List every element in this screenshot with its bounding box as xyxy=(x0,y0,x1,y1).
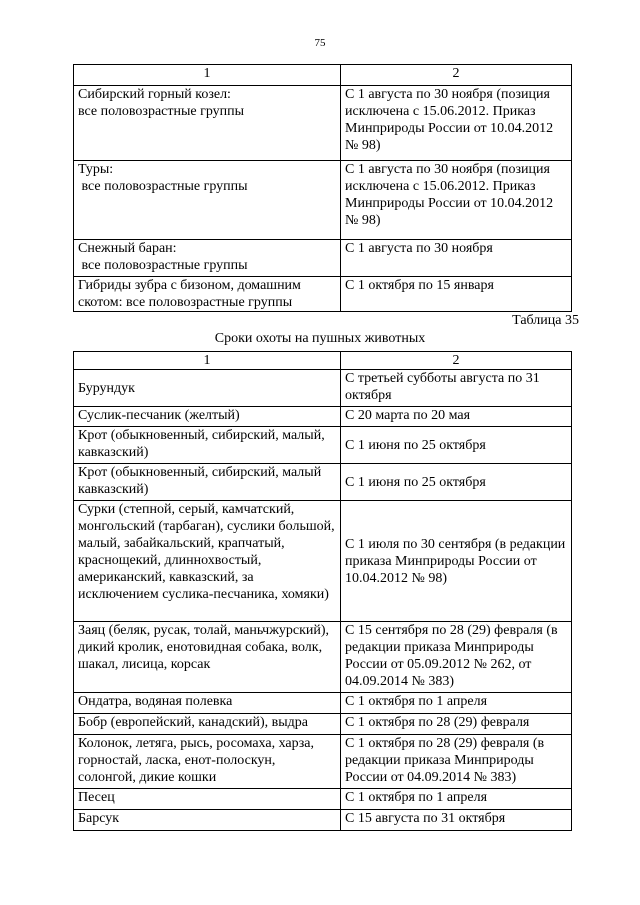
column-header-2: 2 xyxy=(341,352,572,370)
period-cell: С 1 октября по 28 (29) февраля xyxy=(341,714,572,735)
animal-cell: Заяц (беляк, русак, толай, маньчжурский), дикий кролик, енотовидная собака, волк, шакал, лисица, корсак xyxy=(74,622,341,693)
animal-cell: Бурундук xyxy=(74,370,341,407)
period-cell: С 1 июня по 25 октября xyxy=(341,427,572,464)
table-row xyxy=(74,501,572,622)
table-row xyxy=(74,789,572,810)
column-header-1: 1 xyxy=(74,65,341,86)
column-header-2: 2 xyxy=(341,65,572,86)
period-cell: С 1 июля по 30 сентября (в редакции приказа Минприроды России от 10.04.2012 № 98) xyxy=(341,501,572,622)
period-cell: С 15 августа по 31 октября xyxy=(341,810,572,831)
animal-cell: Бобр (европейский, канадский), выдра xyxy=(74,714,341,735)
period-cell: С 1 июня по 25 октября xyxy=(341,464,572,501)
table-header-row xyxy=(74,65,572,86)
animal-cell: Снежный баран: все половозрастные группы xyxy=(74,240,341,277)
table-row xyxy=(74,240,572,277)
animal-cell: Туры: все половозрастные группы xyxy=(74,161,341,240)
animal-cell: Крот (обыкновенный, сибирский, малый кавказский) xyxy=(74,464,341,501)
table-row xyxy=(74,161,572,240)
animal-cell: Суслик-песчаник (желтый) xyxy=(74,407,341,427)
table-number-label: Таблица 35 xyxy=(512,313,579,328)
period-cell: С 1 октября по 1 апреля xyxy=(341,789,572,810)
table-title: Сроки охоты на пушных животных xyxy=(214,331,426,346)
table-row xyxy=(74,370,572,407)
table-row xyxy=(74,810,572,831)
animal-cell: Песец xyxy=(74,789,341,810)
table-row xyxy=(74,277,572,312)
table-row xyxy=(74,714,572,735)
fur-animals-hunting-table xyxy=(73,351,572,831)
animal-cell: Колонок, летяга, рысь, росомаха, харза, горностай, ласка, енот-полоскун, солонгой, дикие кошки xyxy=(74,735,341,789)
period-cell: С 1 октября по 28 (29) февраля (в редакции приказа Минприроды России от 04.09.2014 № 383) xyxy=(341,735,572,789)
column-header-1: 1 xyxy=(74,352,341,370)
table-row xyxy=(74,693,572,714)
table-row xyxy=(74,407,572,427)
animal-cell: Барсук xyxy=(74,810,341,831)
animal-cell: Сибирский горный козел: все половозрастные группы xyxy=(74,86,341,161)
page-number: 75 xyxy=(314,37,326,49)
table-row xyxy=(74,622,572,693)
hunting-periods-table-continued xyxy=(73,64,572,312)
period-cell: С 15 сентября по 28 (29) февраля (в редакции приказа Минприроды России от 05.09.2012 № 262, от 04.09.2014 № 383) xyxy=(341,622,572,693)
table-row xyxy=(74,427,572,464)
animal-cell: Гибриды зубра с бизоном, домашним скотом: все половозрастные группы xyxy=(74,277,341,312)
table-row xyxy=(74,464,572,501)
animal-cell: Ондатра, водяная полевка xyxy=(74,693,341,714)
period-cell: С 1 августа по 30 ноября (позиция исключена с 15.06.2012. Приказ Минприроды России от 10.04.2012 № 98) xyxy=(341,161,572,240)
period-cell: С 1 августа по 30 ноября (позиция исключена с 15.06.2012. Приказ Минприроды России от 10.04.2012 № 98) xyxy=(341,86,572,161)
table-row xyxy=(74,86,572,161)
period-cell: С 20 марта по 20 мая xyxy=(341,407,572,427)
period-cell: С третьей субботы августа по 31 октября xyxy=(341,370,572,407)
table-row xyxy=(74,735,572,789)
animal-cell: Крот (обыкновенный, сибирский, малый, кавказский) xyxy=(74,427,341,464)
animal-cell: Сурки (степной, серый, камчатский, монгольский (тарбаган), суслики большой, малый, забайкальский, крапчатый, краснощекий, длиннохвостый, американский, кавказский, за исключением суслика-песчаника, хомяки) xyxy=(74,501,341,622)
period-cell: С 1 октября по 1 апреля xyxy=(341,693,572,714)
period-cell: С 1 августа по 30 ноября xyxy=(341,240,572,277)
table-header-row xyxy=(74,352,572,370)
period-cell: С 1 октября по 15 января xyxy=(341,277,572,312)
